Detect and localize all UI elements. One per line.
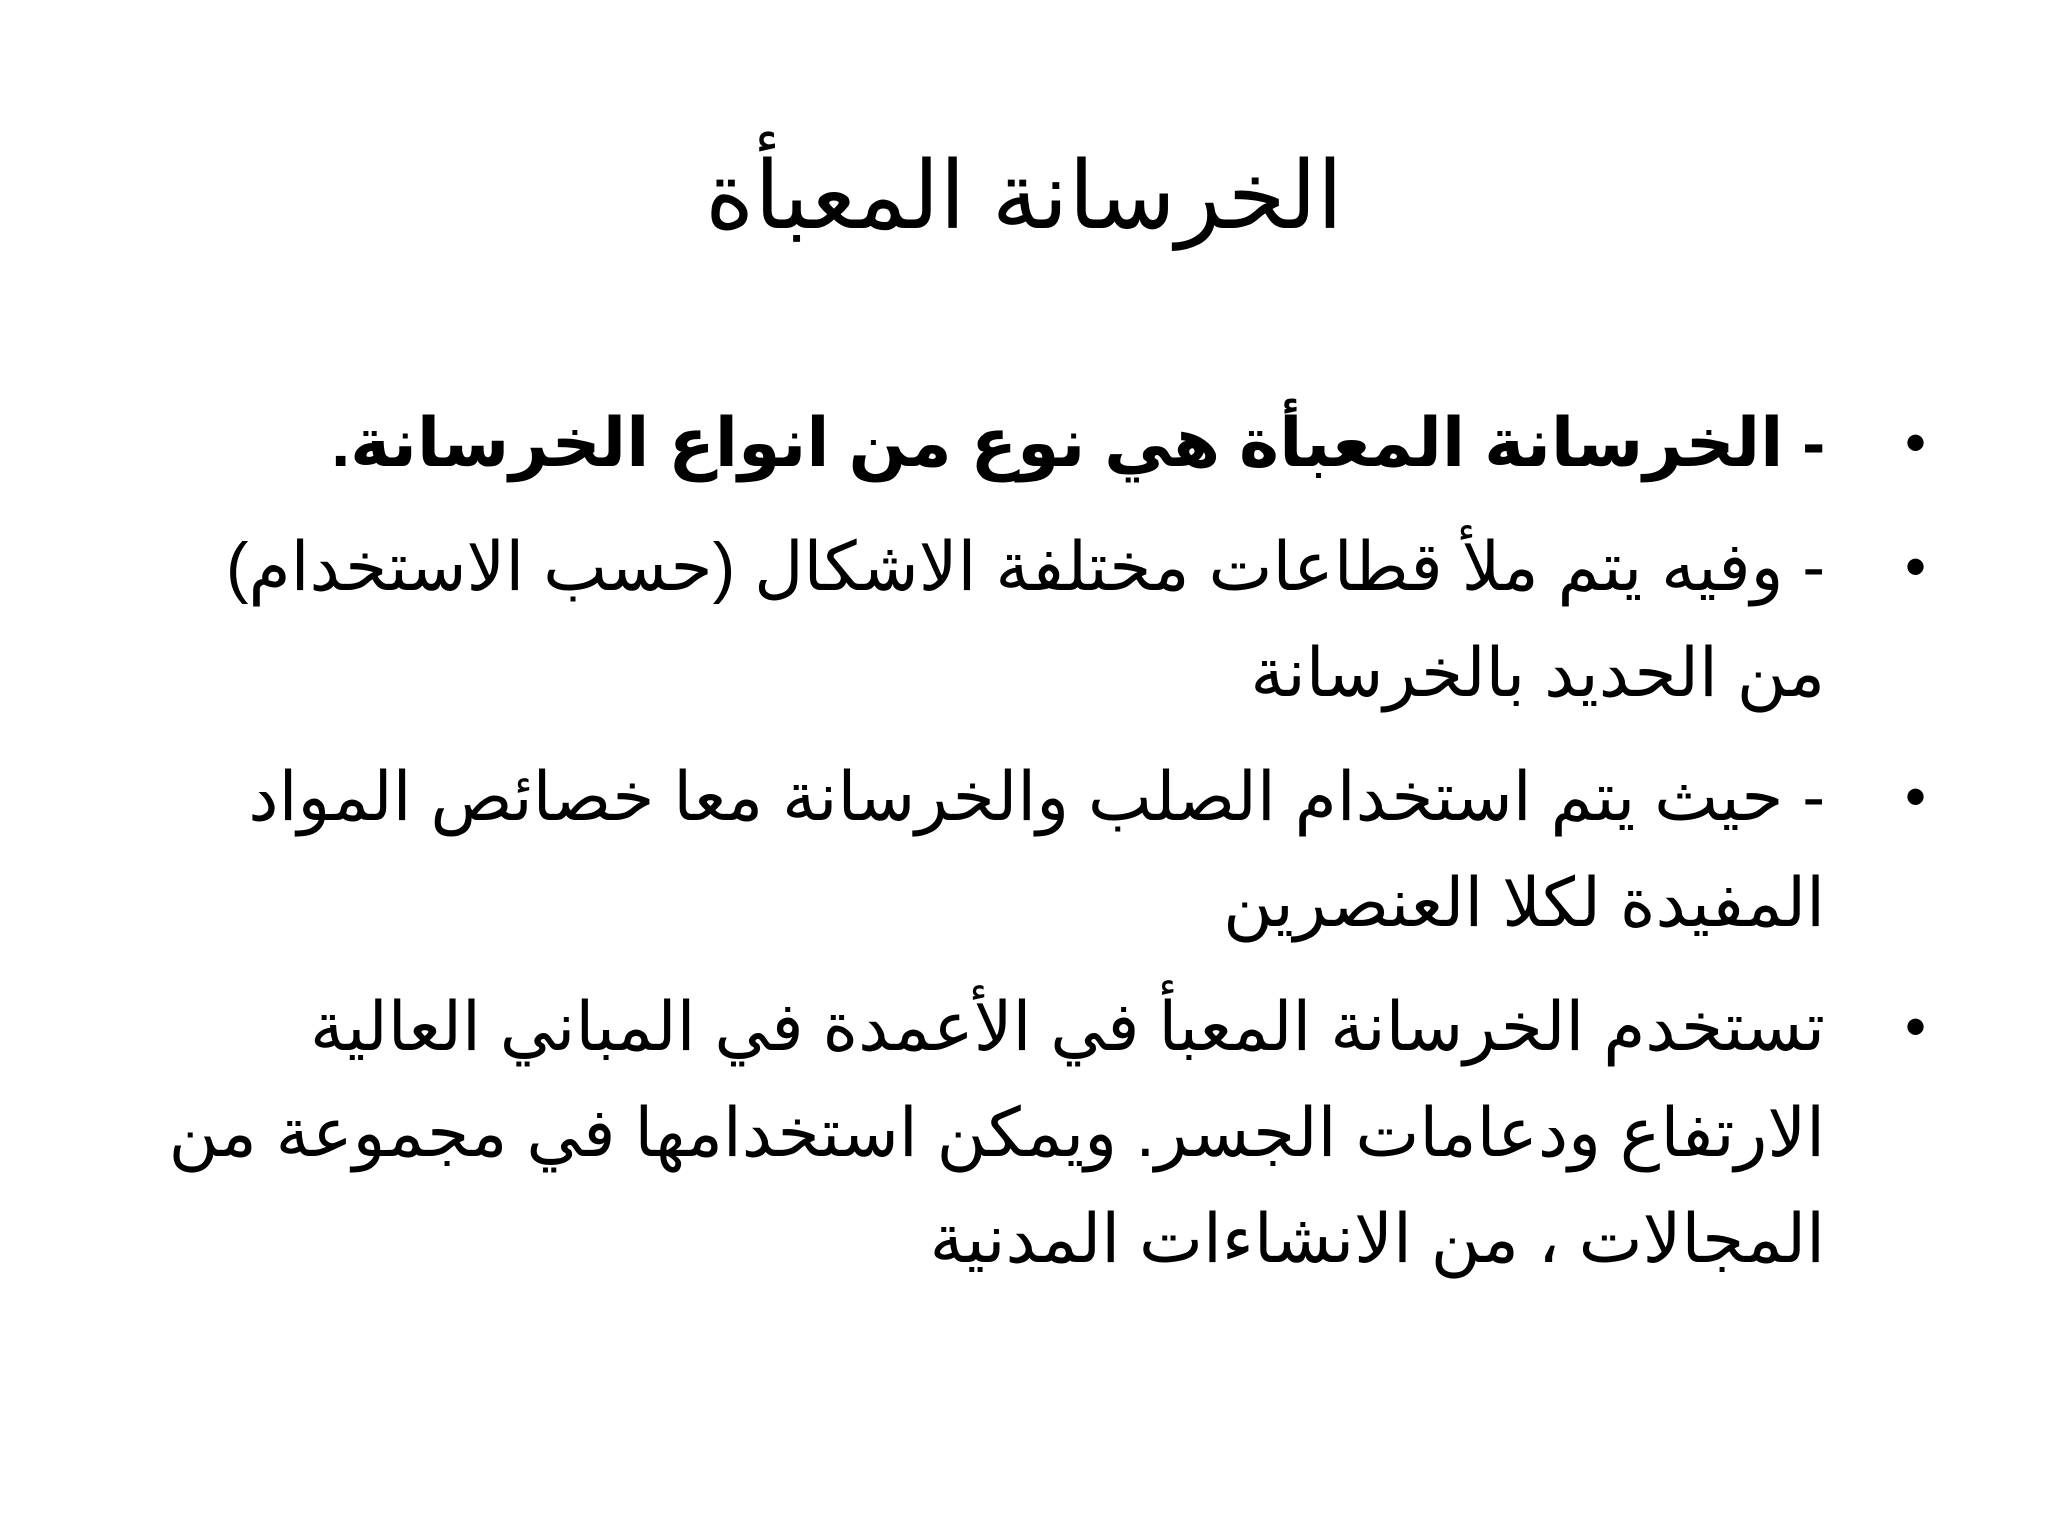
bullet-item-4 — [150, 974, 1940, 1292]
bullet-text-3: - حيث يتم استخدام الصلب والخرسانة معا خصائص المواد المفيدة لكلا العنصرين — [248, 759, 1825, 941]
bullet-item-2 — [150, 514, 1940, 726]
bullet-icon: • — [1904, 409, 1926, 476]
bullet-icon: • — [1904, 533, 1926, 600]
slide-title: الخرسانة المعبأة — [704, 143, 1344, 248]
bullet-text-2: - وفيه يتم ملأ قطاعات مختلفة الاشكال (حسب الاستخدام) من الحديد بالخرسانة — [225, 529, 1825, 711]
bullet-text-1: - الخرسانة المعبأة هي نوع من انواع الخرسانة. — [331, 405, 1825, 481]
bullet-icon: • — [1904, 993, 1926, 1060]
bullet-item-3 — [150, 744, 1940, 956]
bullet-list — [150, 390, 1940, 1310]
bullet-item-1 — [150, 390, 1940, 496]
bullet-text-4: تستخدم الخرسانة المعبأ في الأعمدة في المباني العالية الارتفاع ودعامات الجسر. ويمكن استخدامها في مجموعة من المجالات ، من الانشاءات المدنية — [168, 989, 1825, 1277]
bullet-icon: • — [1904, 763, 1926, 830]
